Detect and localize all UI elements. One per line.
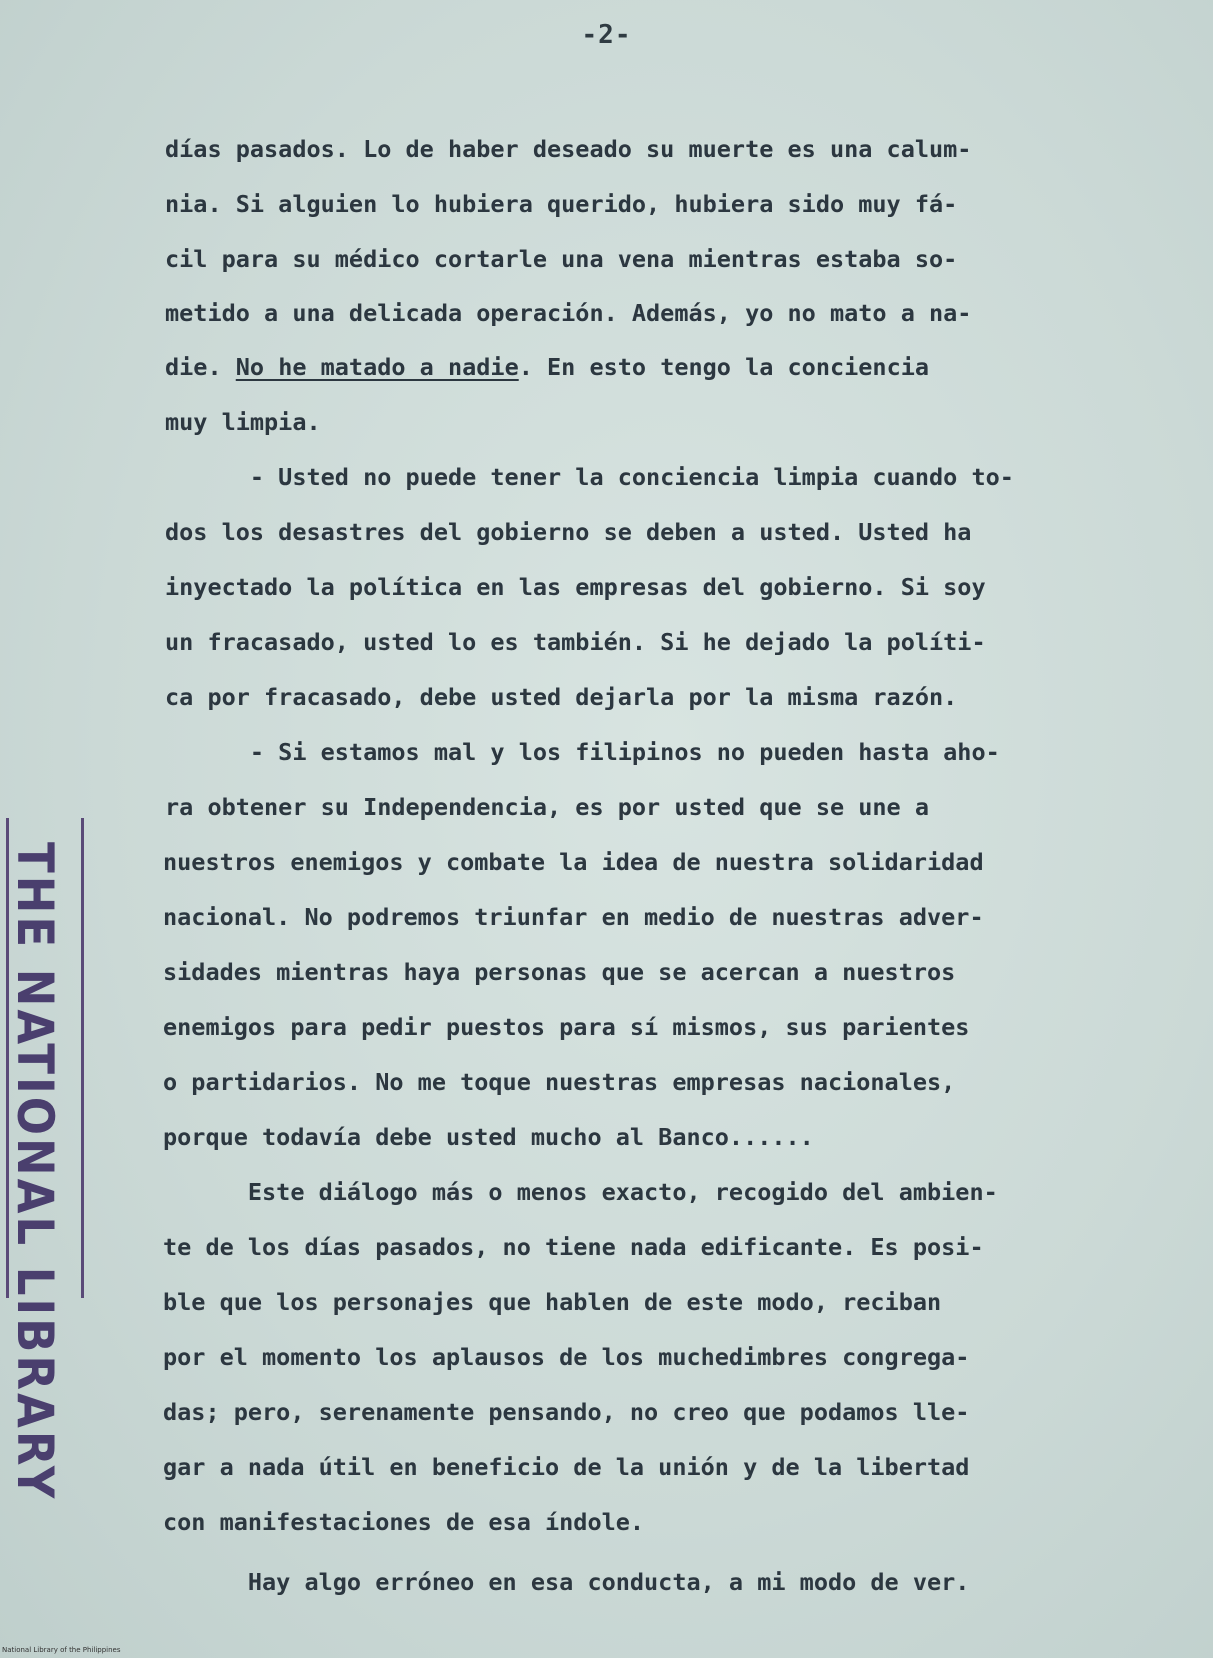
text-line: porque todavía debe usted mucho al Banco...... — [163, 1123, 814, 1151]
text-line: das; pero, serenamente pensando, no creo que podamos lle- — [163, 1398, 970, 1426]
text-line: inyectado la política en las empresas del gobierno. Si soy — [165, 573, 986, 601]
text-line: por el momento los aplausos de los muchedimbres congrega- — [163, 1343, 970, 1371]
text-line: metido a una delicada operación. Además, yo no mato a na- — [165, 299, 972, 327]
text-line: ble que los personajes que hablen de este modo, reciban — [163, 1288, 942, 1316]
text-line: un fracasado, usted lo es también. Si he dejado la políti- — [165, 628, 986, 656]
text-line: gar a nada útil en beneficio de la unión y de la libertad — [163, 1453, 970, 1481]
text-line: te de los días pasados, no tiene nada edificante. Es posi- — [163, 1233, 984, 1261]
text-line: sidades mientras haya personas que se acercan a nuestros — [163, 958, 956, 986]
text-line: Hay algo erróneo en esa conducta, a mi modo de ver. — [163, 1568, 970, 1596]
text-line: nacional. No podremos triunfar en medio de nuestras adver- — [163, 903, 984, 931]
text-fragment: die. — [165, 353, 236, 381]
text-line: - Usted no puede tener la conciencia limpia cuando to- — [165, 463, 1014, 491]
text-line: ra obtener su Independencia, es por usted que se une a — [165, 793, 930, 821]
text-line: ca por fracasado, debe usted dejarla por la misma razón. — [165, 683, 958, 711]
text-line: cil para su médico cortarle una vena mientras estaba so- — [165, 245, 958, 273]
page-number: -2- — [581, 20, 632, 50]
library-stamp: THE NATIONAL LIBRARY — [6, 842, 64, 1502]
text-line: nia. Si alguien lo hubiera querido, hubiera sido muy fá- — [165, 190, 958, 218]
underlined-phrase: No he matado a nadie — [235, 353, 519, 381]
text-line: con manifestaciones de esa índole. — [163, 1508, 645, 1536]
text-line-with-underline — [165, 353, 929, 381]
footer-credit: National Library of the Philippines — [2, 1646, 121, 1654]
text-line: o partidarios. No me toque nuestras empresas nacionales, — [163, 1068, 956, 1096]
text-line: muy limpia. — [165, 408, 321, 436]
text-line: dos los desastres del gobierno se deben a usted. Usted ha — [165, 518, 972, 546]
text-line: - Si estamos mal y los filipinos no pueden hasta aho- — [165, 738, 1000, 766]
text-fragment: . En esto tengo la conciencia — [518, 353, 930, 381]
text-line: días pasados. Lo de haber deseado su muerte es una calum- — [165, 135, 972, 163]
text-line: nuestros enemigos y combate la idea de nuestra solidaridad — [163, 848, 984, 876]
text-line: Este diálogo más o menos exacto, recogido del ambien- — [163, 1178, 998, 1206]
text-line: enemigos para pedir puestos para sí mismos, sus parientes — [163, 1013, 970, 1041]
